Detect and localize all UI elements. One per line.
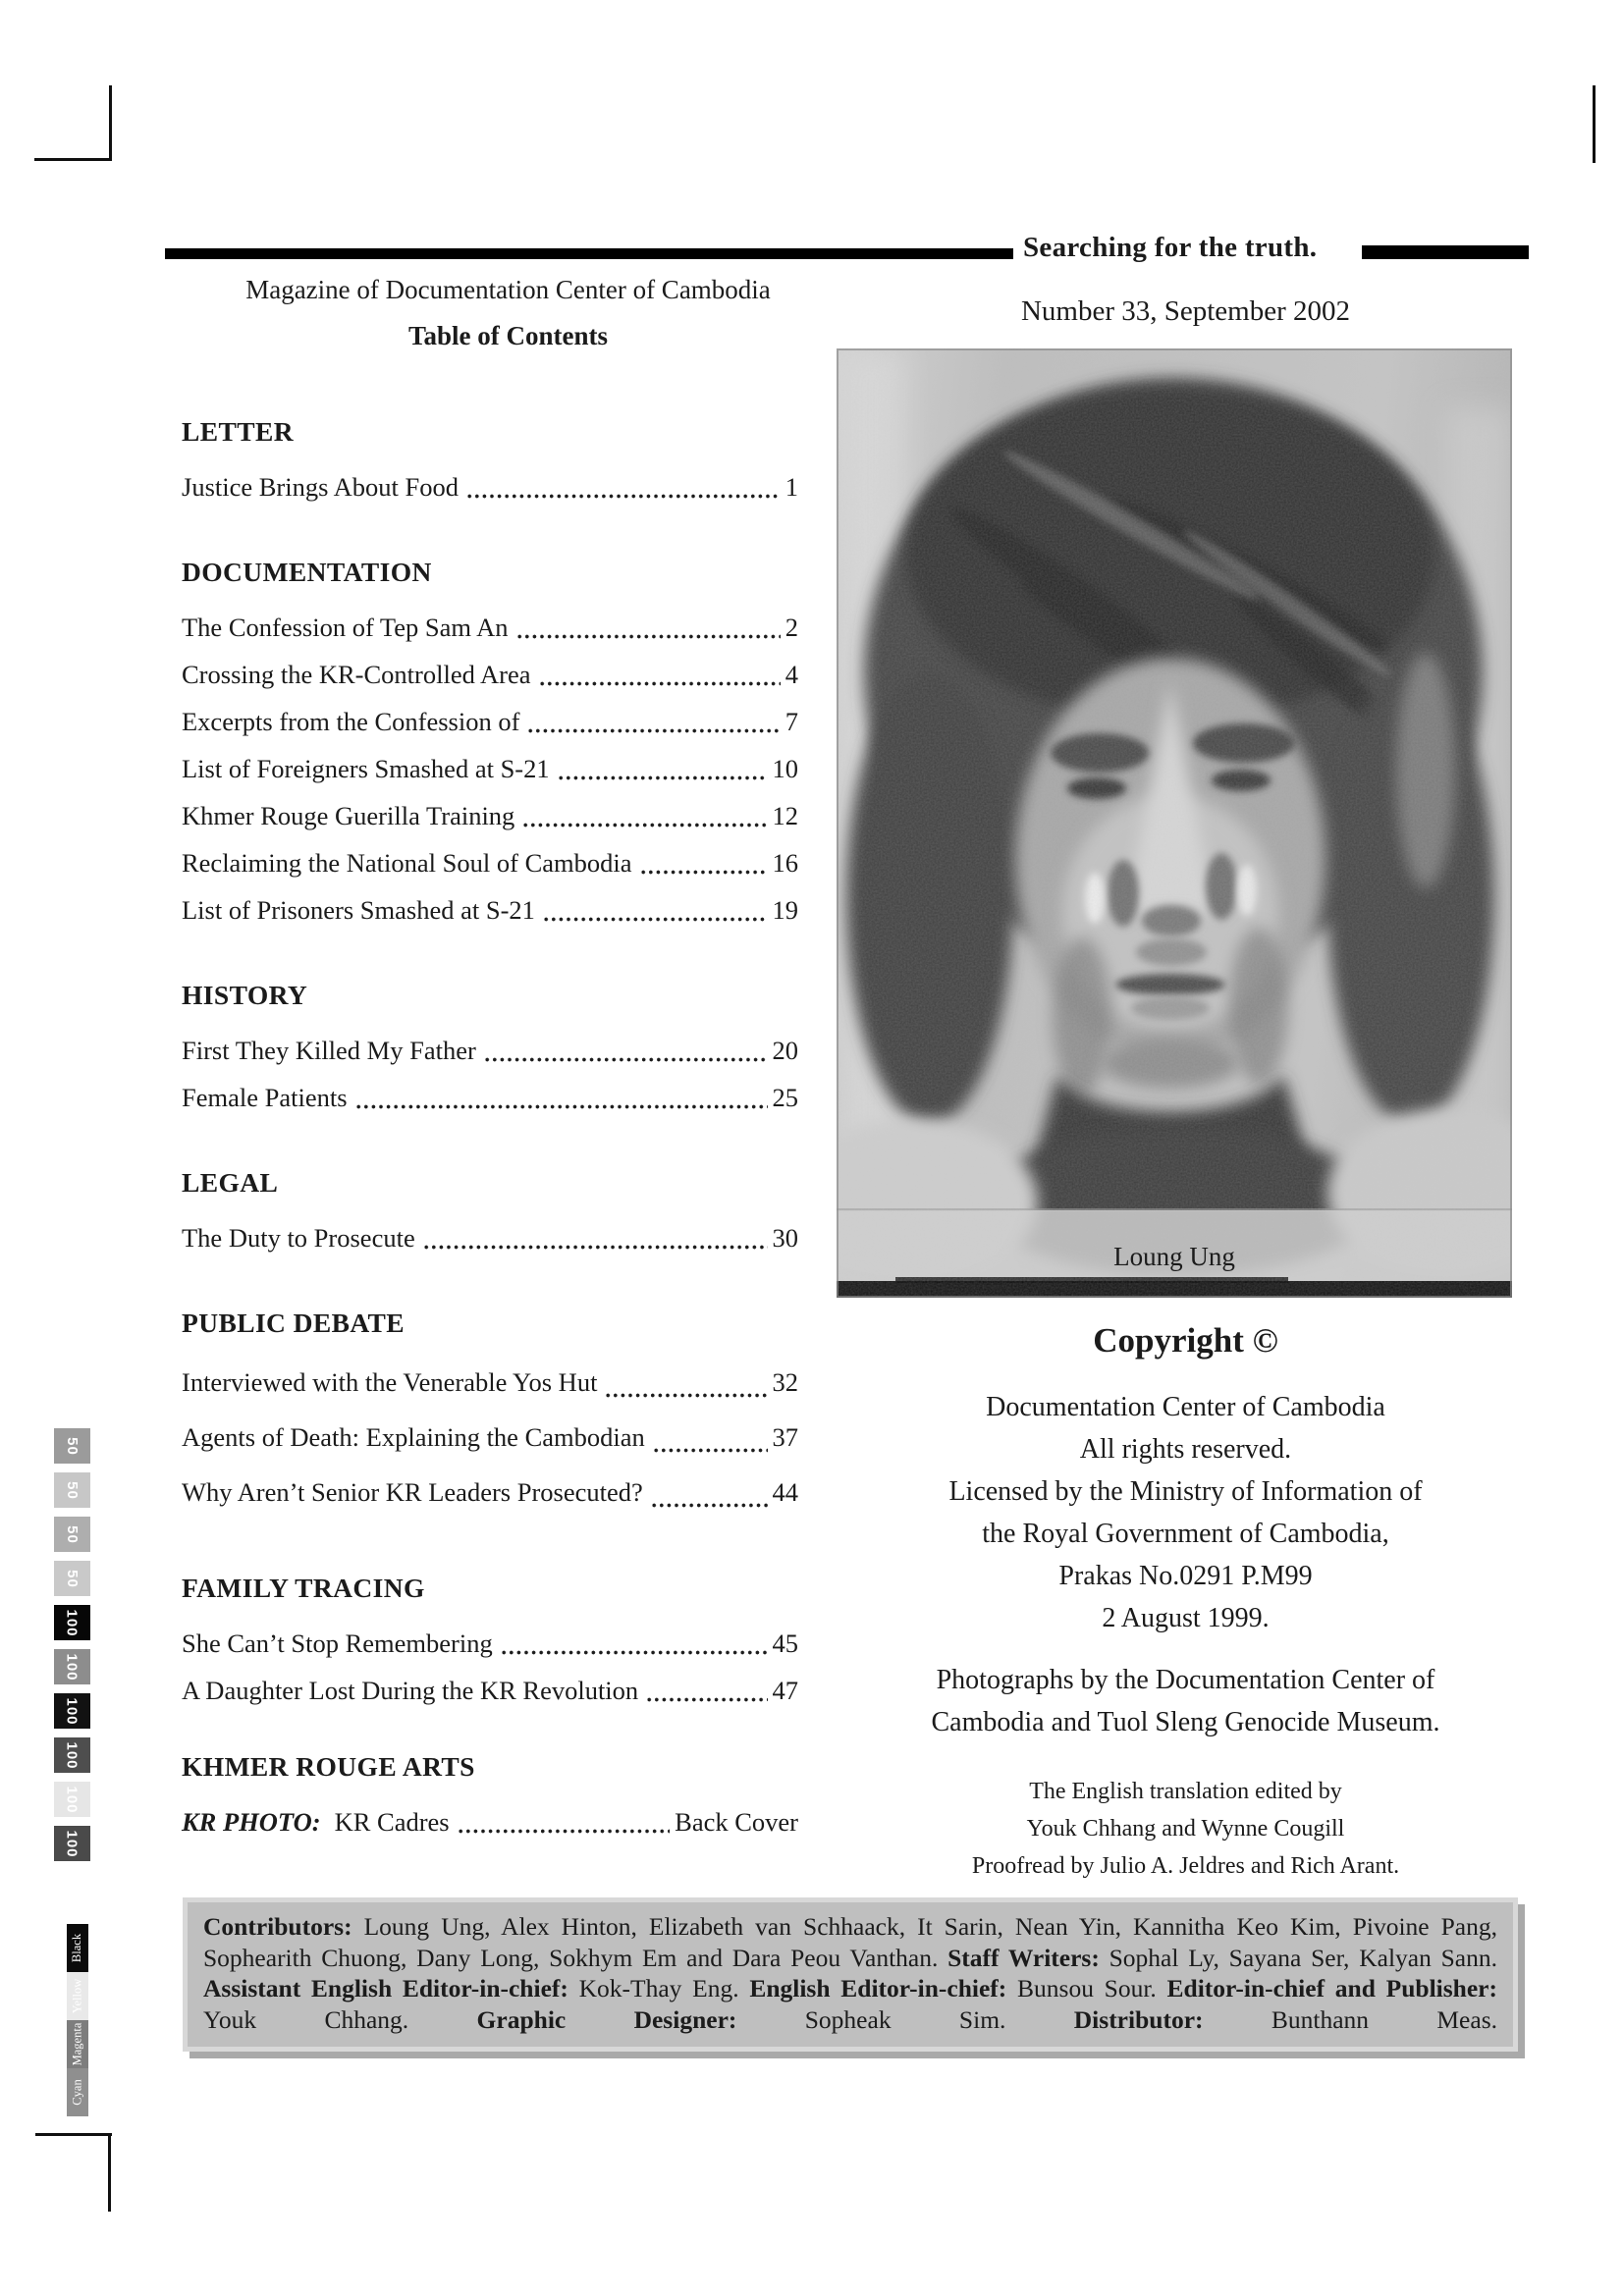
- contributor-role-label: Staff Writers:: [947, 1943, 1100, 1972]
- toc-entry-title: Female Patients: [182, 1082, 348, 1112]
- toc-entry: [182, 745, 798, 792]
- contributor-role-label: English Editor-in-chief:: [749, 1974, 1007, 2002]
- toc-section: [182, 417, 798, 510]
- toc-section: [182, 558, 798, 934]
- toc-entry-title: Justice Brings About Food: [182, 471, 459, 502]
- toc-entry: [182, 886, 798, 934]
- dot-leader: [467, 493, 781, 500]
- crop-mark-top-left-horizontal: [34, 158, 112, 161]
- toc-section-heading: DOCUMENTATION: [182, 557, 432, 587]
- banner-slogan: Searching for the truth.: [1023, 232, 1318, 263]
- toc-entry-page: 45: [772, 1628, 798, 1658]
- toc-entries: [182, 604, 798, 934]
- dot-leader: [517, 633, 781, 640]
- toc-entry-title: Reclaiming the National Soul of Cambodia: [182, 847, 632, 878]
- print-channel-square: [67, 1972, 88, 2020]
- toc-entry-emphasis: KR PHOTO:: [182, 1806, 321, 1837]
- toc-entry: [182, 1214, 798, 1261]
- dot-leader: [356, 1103, 768, 1110]
- print-tint-square: [54, 1472, 90, 1508]
- text-line: the Royal Government of Cambodia,: [982, 1519, 1389, 1549]
- dot-leader: [528, 727, 780, 734]
- dot-leader: [654, 1447, 768, 1454]
- text-line: Cambodia and Tuol Sleng Genocide Museum.: [931, 1707, 1440, 1737]
- toc-entry-page: 37: [772, 1421, 798, 1452]
- copyright-notice: [839, 1386, 1532, 1639]
- toc-entry-page: 12: [772, 800, 798, 830]
- toc-entry-title: Why Aren’t Senior KR Leaders Prosecuted?: [182, 1476, 643, 1507]
- print-tint-square: [54, 1428, 90, 1464]
- toc-entry-title-group: [182, 1676, 638, 1706]
- toc-entry: [182, 1355, 798, 1410]
- dot-leader: [424, 1244, 768, 1251]
- toc-entry: [182, 1074, 798, 1121]
- print-tint-square-label: 50: [64, 1436, 81, 1456]
- print-tint-square-label: 100: [64, 1696, 81, 1726]
- contributor-names: Bunthann Meas.: [1203, 2004, 1497, 2034]
- toc-entry: [182, 604, 798, 651]
- toc-entry-page: 7: [784, 706, 798, 736]
- print-channel-square: [67, 1924, 88, 1972]
- toc-entry-page: 10: [772, 753, 798, 783]
- contributor-role-label: Assistant English Editor-in-chief:: [203, 1974, 568, 2002]
- toc-entry-title-group: [182, 660, 531, 690]
- photo-caption: Loung Ung: [1113, 1242, 1235, 1271]
- toc-entry: [182, 463, 798, 510]
- portrait-illustration: [837, 348, 1512, 1298]
- print-channel-square-label: Yellow: [70, 1978, 84, 2014]
- toc-section: [182, 1574, 798, 1714]
- toc-entry-title: A Daughter Lost During the KR Revolution: [182, 1675, 639, 1705]
- print-channel-square: [67, 2020, 88, 2068]
- text-line: The English translation edited by: [1029, 1779, 1342, 1804]
- toc-entry-page: 47: [772, 1675, 798, 1705]
- crop-mark-bottom-left-vertical: [108, 2133, 111, 2212]
- print-tint-square: [54, 1693, 90, 1729]
- toc-section-heading: KHMER ROUGE ARTS: [182, 1751, 475, 1782]
- toc-entries: [182, 1027, 798, 1121]
- toc-entries: [182, 1620, 798, 1714]
- toc-section: [182, 1308, 798, 1520]
- contributor-names: Sophal Ly, Sayana Ser, Kalyan Sann.: [1099, 1943, 1497, 1972]
- print-tint-square-label: 100: [64, 1740, 81, 1770]
- toc-entry-page: 2: [784, 612, 798, 642]
- print-tint-strip: [54, 1428, 90, 1870]
- text-line: Youk Chhang and Wynne Cougill: [1026, 1816, 1345, 1842]
- toc-entry: [182, 1027, 798, 1074]
- translation-credit: [839, 1773, 1532, 1885]
- cover-photo: [837, 348, 1512, 1298]
- print-tint-square: [54, 1605, 90, 1640]
- toc-entry-title-group: [182, 1629, 493, 1659]
- toc-entry: [182, 1465, 798, 1520]
- dot-leader: [652, 1502, 768, 1509]
- text-line: Licensed by the Ministry of Information of: [948, 1476, 1423, 1507]
- print-tint-square-label: 50: [64, 1480, 81, 1500]
- toc-entry-page: 16: [772, 847, 798, 878]
- dot-leader: [559, 774, 768, 781]
- toc-section-heading: PUBLIC DEBATE: [182, 1308, 406, 1338]
- print-channel-square-label: Black: [70, 1933, 84, 1963]
- header-rule-right: [1362, 245, 1529, 259]
- crop-mark-top-left-vertical: [109, 85, 112, 161]
- toc-section: [182, 1752, 798, 1845]
- toc-entry-title-group: [182, 472, 459, 503]
- photo-credit: [839, 1659, 1532, 1743]
- toc-entry-title-group: [182, 1223, 415, 1254]
- toc-entry-page: 1: [784, 471, 798, 502]
- toc-entry-title-group: [182, 613, 509, 643]
- toc-entry-title-group: [182, 1477, 643, 1508]
- contributor-names: Loung Ung, Alex Hinton, Elizabeth van Schhaack, It Sarin, Nean Yin, Kannitha Keo Kim, Pivoine Pang, Sophearith Chuong, Dany Long, Sokhym Em and Dara Peou Vanthan.: [203, 1912, 1497, 1972]
- dot-leader: [540, 680, 781, 687]
- contributor-role-label: Contributors:: [203, 1912, 352, 1941]
- toc-entry-title: She Can’t Stop Remembering: [182, 1628, 493, 1658]
- print-channel-square-label: Cyan: [70, 2079, 84, 2106]
- contributor-names: Sopheak Sim.: [736, 2004, 1074, 2034]
- print-tint-square-label: 100: [64, 1829, 81, 1858]
- toc-entry-page: 20: [772, 1035, 798, 1065]
- print-tint-square: [54, 1517, 90, 1552]
- toc-entry-title-group: [182, 848, 632, 879]
- toc-entries: [182, 1355, 798, 1520]
- contributor-role-label: Distributor:: [1073, 2004, 1204, 2034]
- toc-entries: [182, 463, 798, 510]
- dot-leader: [544, 916, 768, 923]
- toc-title: Table of Contents: [407, 321, 609, 350]
- toc-entry-title: KR Cadres: [334, 1806, 450, 1837]
- table-of-contents: [182, 417, 798, 1845]
- toc-entry-title: The Confession of Tep Sam An: [182, 612, 509, 642]
- toc-entry: [182, 651, 798, 698]
- toc-section: [182, 981, 798, 1121]
- toc-entry: [182, 1667, 798, 1714]
- toc-entry-title: Excerpts from the Confession of: [182, 706, 520, 736]
- dot-leader: [606, 1392, 767, 1399]
- crop-mark-top-right-vertical: [1593, 85, 1596, 163]
- toc-entry-title-group: [182, 707, 519, 737]
- dot-leader: [641, 869, 768, 876]
- toc-entry-title: First They Killed My Father: [182, 1035, 476, 1065]
- toc-entry: [182, 792, 798, 839]
- masthead-title: Magazine of Documentation Center of Cambodia: [245, 275, 771, 304]
- text-line: Prakas No.0291 P.M99: [1058, 1561, 1313, 1591]
- toc-entry-title: Crossing the KR-Controlled Area: [182, 659, 531, 689]
- text-line: 2 August 1999.: [1102, 1603, 1270, 1633]
- toc-section: [182, 1168, 798, 1261]
- copyright-heading: Copyright ©: [1093, 1321, 1278, 1360]
- toc-entry: [182, 698, 798, 745]
- toc-entry-title: The Duty to Prosecute: [182, 1222, 415, 1253]
- toc-section-heading: FAMILY TRACING: [182, 1573, 425, 1603]
- toc-section-heading: LETTER: [182, 416, 294, 447]
- print-tint-square-label: 100: [64, 1608, 81, 1637]
- print-channel-strip: [67, 1924, 88, 2116]
- toc-entry: [182, 1620, 798, 1667]
- toc-entry: [182, 839, 798, 886]
- toc-entry-page: 25: [772, 1082, 798, 1112]
- print-tint-square: [54, 1649, 90, 1684]
- dot-leader: [523, 822, 767, 828]
- toc-entry-title: Agents of Death: Explaining the Cambodian: [182, 1421, 645, 1452]
- print-tint-square: [54, 1826, 90, 1861]
- print-channel-square-label: Magenta: [70, 2022, 84, 2066]
- toc-entry-title-group: [182, 895, 535, 926]
- contributors-text: [203, 1912, 1497, 2034]
- toc-entry-title-group: [182, 754, 550, 784]
- toc-entries: [182, 1798, 798, 1845]
- toc-entries: [182, 1214, 798, 1261]
- print-tint-square-label: 100: [64, 1785, 81, 1814]
- contributor-role-label: Editor-in-chief and Publisher:: [1166, 1974, 1497, 2002]
- toc-entry-title: Interviewed with the Venerable Yos Hut: [182, 1366, 598, 1397]
- crop-mark-bottom-left-horizontal: [35, 2133, 112, 2136]
- toc-section-heading: LEGAL: [182, 1167, 279, 1198]
- print-tint-square-label: 50: [64, 1524, 81, 1544]
- toc-entry-title-group: [182, 1422, 645, 1453]
- contributor-role-label: Graphic Designer:: [476, 2004, 737, 2034]
- print-tint-square: [54, 1782, 90, 1817]
- toc-entry-title-group: [182, 1083, 348, 1113]
- text-line: Proofread by Julio A. Jeldres and Rich Arant.: [971, 1853, 1400, 1879]
- issue-number-date: Number 33, September 2002: [1020, 295, 1351, 327]
- toc-entry-title-group: [182, 801, 514, 831]
- toc-entry-page: 4: [784, 659, 798, 689]
- toc-entry-title-group: [182, 1036, 476, 1066]
- toc-entry-page: 44: [772, 1476, 798, 1507]
- toc-entry-page: 30: [772, 1222, 798, 1253]
- dot-leader: [485, 1056, 768, 1063]
- toc-section-heading: HISTORY: [182, 980, 308, 1010]
- contributors-box: [183, 1897, 1518, 2052]
- toc-entry-page: 19: [772, 894, 798, 925]
- dot-leader: [459, 1828, 671, 1835]
- toc-entry-title: List of Foreigners Smashed at S-21: [182, 753, 550, 783]
- print-tint-square: [54, 1737, 90, 1773]
- header-rule-left: [165, 248, 1013, 259]
- toc-entry-page: 32: [772, 1366, 798, 1397]
- text-line: All rights reserved.: [1079, 1434, 1292, 1465]
- toc-entry-page: Back Cover: [675, 1806, 798, 1837]
- toc-entry-title-group: [182, 1807, 450, 1838]
- text-line: Documentation Center of Cambodia: [986, 1392, 1385, 1422]
- toc-entry-title: Khmer Rouge Guerilla Training: [182, 800, 515, 830]
- toc-entry-title: List of Prisoners Smashed at S-21: [182, 894, 535, 925]
- toc-entry: [182, 1798, 798, 1845]
- contributor-names: Kok-Thay Eng.: [568, 1974, 750, 2002]
- print-tint-square-label: 100: [64, 1652, 81, 1682]
- toc-entry-title-group: [182, 1367, 597, 1398]
- toc-entry: [182, 1410, 798, 1465]
- contributor-names: Bunsou Sour.: [1006, 1974, 1167, 2002]
- dot-leader: [502, 1649, 768, 1656]
- text-line: Photographs by the Documentation Center of: [936, 1665, 1435, 1695]
- print-channel-square: [67, 2068, 88, 2116]
- dot-leader: [647, 1696, 767, 1703]
- print-tint-square-label: 50: [64, 1569, 81, 1588]
- print-tint-square: [54, 1561, 90, 1596]
- contributor-names: Youk Chhang.: [203, 2004, 477, 2034]
